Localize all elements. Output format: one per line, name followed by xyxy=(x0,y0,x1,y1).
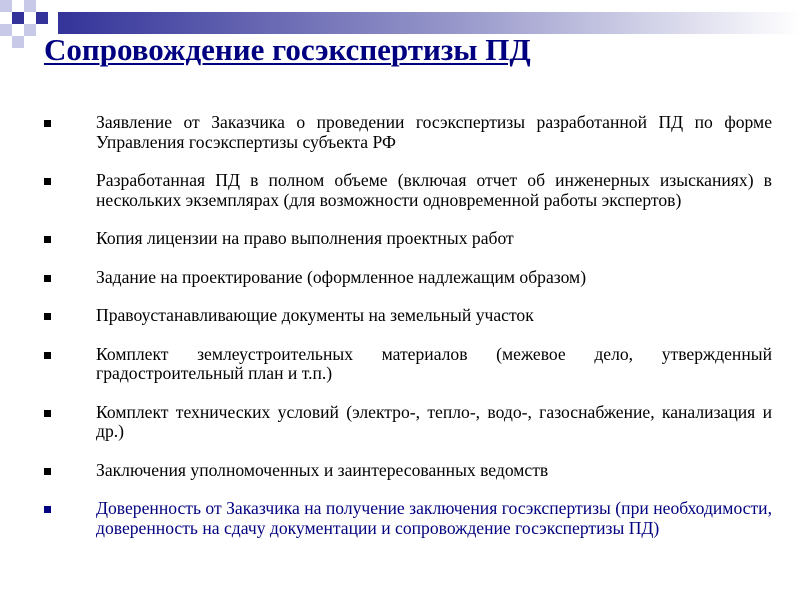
deco-square xyxy=(12,0,24,12)
list-item xyxy=(40,113,772,152)
list-item-text: Заявление от Заказчика о проведении госэкспертизы разработанной ПД по форме Управления госэкспертизы субъекта РФ xyxy=(96,112,772,152)
deco-square xyxy=(12,12,24,24)
square-bullet-icon xyxy=(44,410,51,417)
square-bullet-icon xyxy=(44,120,51,127)
deco-square xyxy=(0,12,12,24)
square-bullet-icon xyxy=(44,352,51,359)
list-item xyxy=(40,345,772,384)
list-item xyxy=(40,403,772,442)
deco-square xyxy=(24,12,36,24)
list-item-text: Правоустанавливающие документы на земельный участок xyxy=(96,305,534,325)
square-bullet-icon xyxy=(44,506,51,513)
square-bullet-icon xyxy=(44,313,51,320)
deco-square xyxy=(24,0,36,12)
list-item-text: Комплект технических условий (электро-, тепло-, водо-, газоснабжение, канализация и др.) xyxy=(96,401,772,441)
header-gradient-band xyxy=(58,12,800,34)
deco-square xyxy=(24,24,36,36)
list-item xyxy=(40,171,772,210)
slide-title: Сопровождение госэкспертизы ПД xyxy=(44,32,531,67)
list-item xyxy=(40,229,772,249)
square-bullet-icon xyxy=(44,468,51,475)
square-bullet-icon xyxy=(44,275,51,282)
deco-square xyxy=(36,0,48,12)
list-item xyxy=(40,268,772,288)
list-item-text: Копия лицензии на право выполнения проектных работ xyxy=(96,228,514,248)
list-item xyxy=(40,499,772,538)
deco-square xyxy=(36,12,48,24)
list-item xyxy=(40,461,772,481)
square-bullet-icon xyxy=(44,236,51,243)
list-item-text: Задание на проектирование (оформленное надлежащим образом) xyxy=(96,266,587,287)
list-item-text: Разработанная ПД в полном объеме (включая отчет об инженерных изысканиях) в нескольких экземплярах (для возможности одновременной работы экспертов) xyxy=(96,170,772,210)
deco-square xyxy=(0,24,12,36)
list-item-text: Доверенность от Заказчика на получение заключения госэкспертизы (при необходимости, доверенность на сдачу документации и сопровождение госэкспертизы ПД) xyxy=(96,498,772,538)
square-bullet-icon xyxy=(44,178,51,185)
requirements-list xyxy=(40,113,772,538)
deco-square xyxy=(0,0,12,12)
list-item-text: Комплект землеустроительных материалов (межевое дело, утвержденный градостроительный план и т.п.) xyxy=(96,343,772,383)
list-item xyxy=(40,306,772,326)
list-item-text: Заключения уполномоченных и заинтересованных ведомств xyxy=(96,459,549,480)
deco-square xyxy=(12,24,24,36)
deco-square xyxy=(12,36,24,48)
